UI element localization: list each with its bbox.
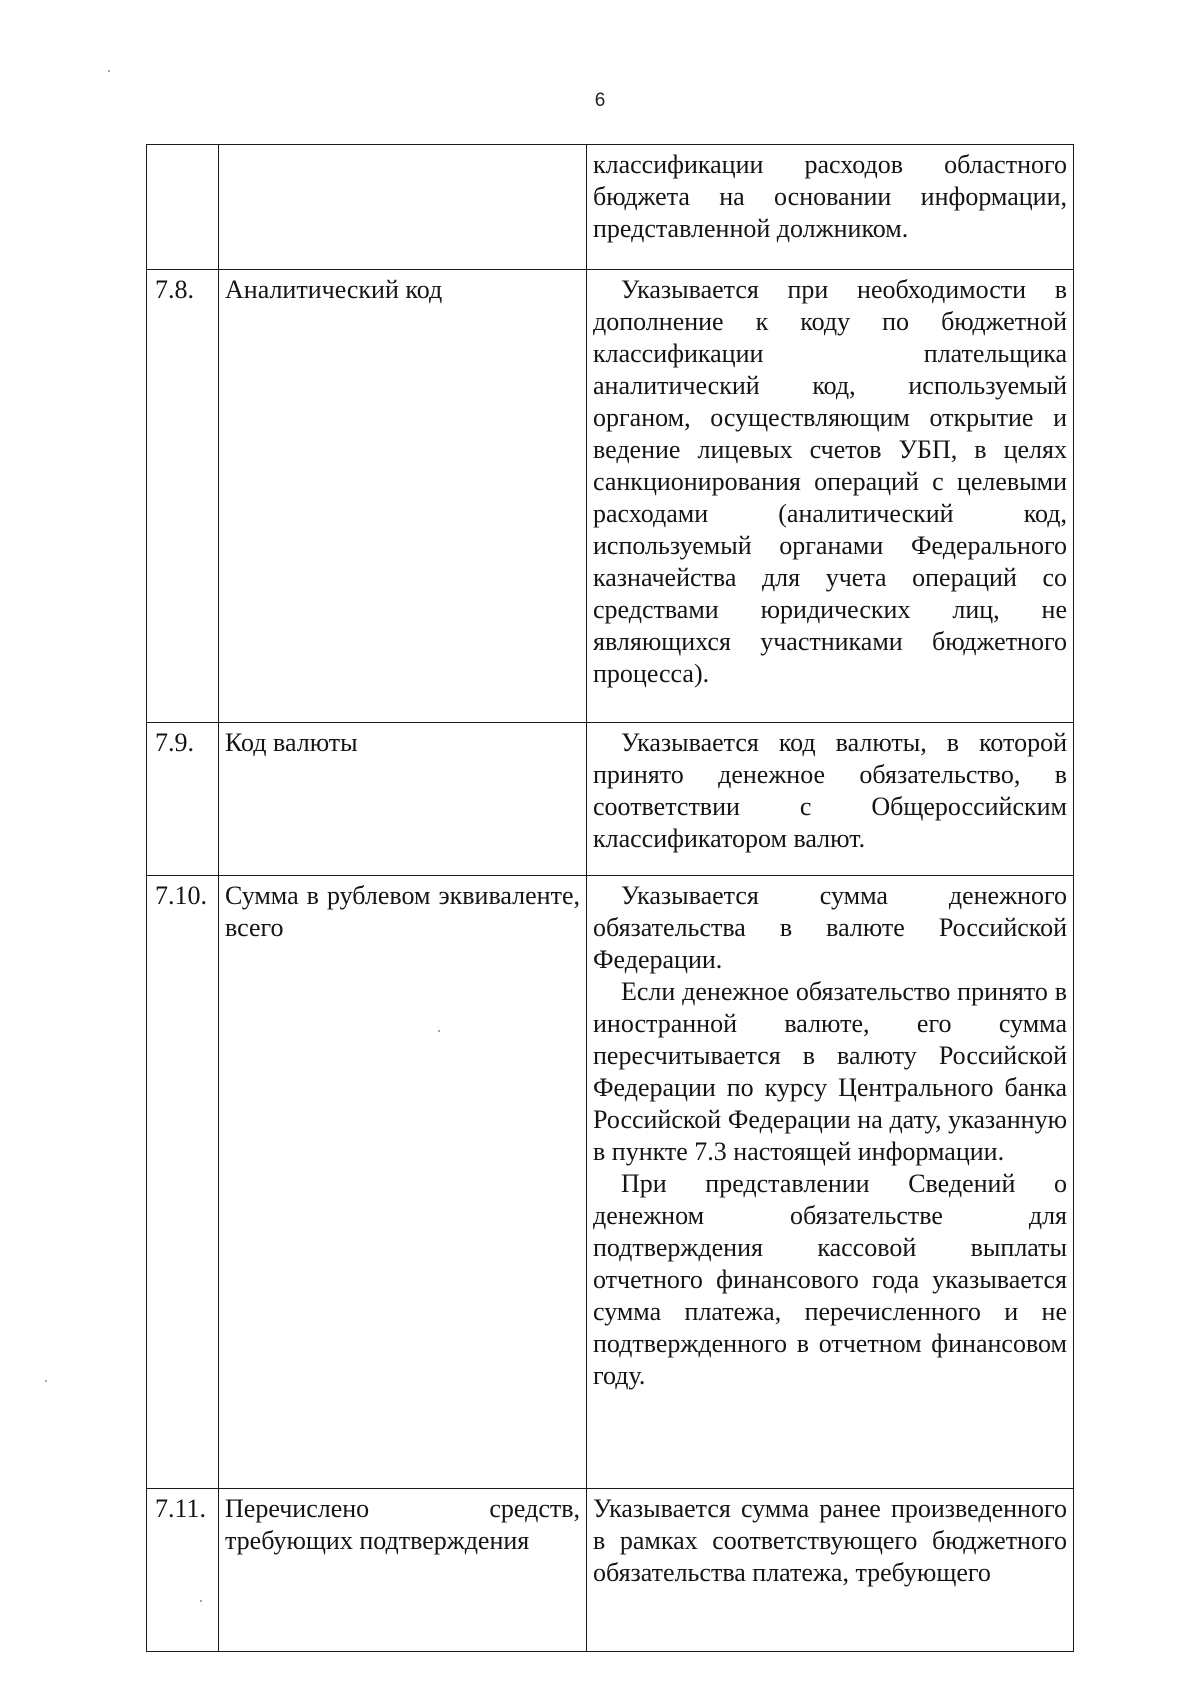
row-number: 7.10.	[147, 876, 219, 1489]
row-field-name: Перечислено средств, требующих подтверждения	[219, 1489, 587, 1652]
row-description	[587, 876, 1074, 1489]
row-description	[587, 1489, 1074, 1652]
table-row	[147, 145, 1074, 270]
row-description	[587, 145, 1074, 270]
scan-speck	[438, 1030, 440, 1032]
scan-speck	[108, 70, 110, 72]
row-number	[147, 145, 219, 270]
row-number: 7.11.	[147, 1489, 219, 1652]
table-row	[147, 1489, 1074, 1652]
row-number: 7.9.	[147, 723, 219, 876]
description-paragraph: классификации расходов областного бюджета на основании информации, представленной должником.	[593, 150, 1067, 243]
info-table	[146, 144, 1074, 1652]
table-row	[147, 270, 1074, 723]
scan-speck	[45, 1380, 47, 1382]
scan-speck	[200, 1600, 202, 1602]
row-field-name: Аналитический код	[219, 270, 587, 723]
row-number: 7.8.	[147, 270, 219, 723]
description-paragraph: Указывается при необходимости в дополнение к коду по бюджетной классификации плательщика аналитический код, используемый органом, осуществляющим открытие и ведение лицевых счетов УБП, в целях санкционирования операций с целевыми расходами (аналитический код, используемый органами Федерального казначейства для учета операций со средствами юридических лиц, не являющихся участниками бюджетного процесса).	[593, 275, 1067, 688]
description-paragraph: Указывается сумма денежного обязательства в валюте Российской Федерации.	[593, 881, 1067, 974]
table-row	[147, 723, 1074, 876]
row-field-name: Код валюты	[219, 723, 587, 876]
row-description	[587, 270, 1074, 723]
description-paragraph: Указывается сумма ранее произведенного в рамках соответствующего бюджетного обязательства платежа, требующего	[593, 1494, 1067, 1587]
description-paragraph: Если денежное обязательство принято в иностранной валюте, его сумма пересчитывается в валюту Российской Федерации по курсу Центрального банка Российской Федерации на дату, указанную в пункте 7.3 настоящей информации.	[593, 977, 1067, 1166]
description-paragraph: Указывается код валюты, в которой принято денежное обязательство, в соответствии с Общероссийским классификатором валют.	[593, 728, 1067, 853]
table-row	[147, 876, 1074, 1489]
row-field-name: Сумма в рублевом эквиваленте, всего	[219, 876, 587, 1489]
row-description	[587, 723, 1074, 876]
description-paragraph: При представлении Сведений о денежном обязательстве для подтверждения кассовой выплаты отчетного финансового года указывается сумма платежа, перечисленного и не подтвержденного в отчетном финансовом году.	[593, 1169, 1067, 1390]
page-number: 6	[594, 90, 606, 111]
row-field-name	[219, 145, 587, 270]
